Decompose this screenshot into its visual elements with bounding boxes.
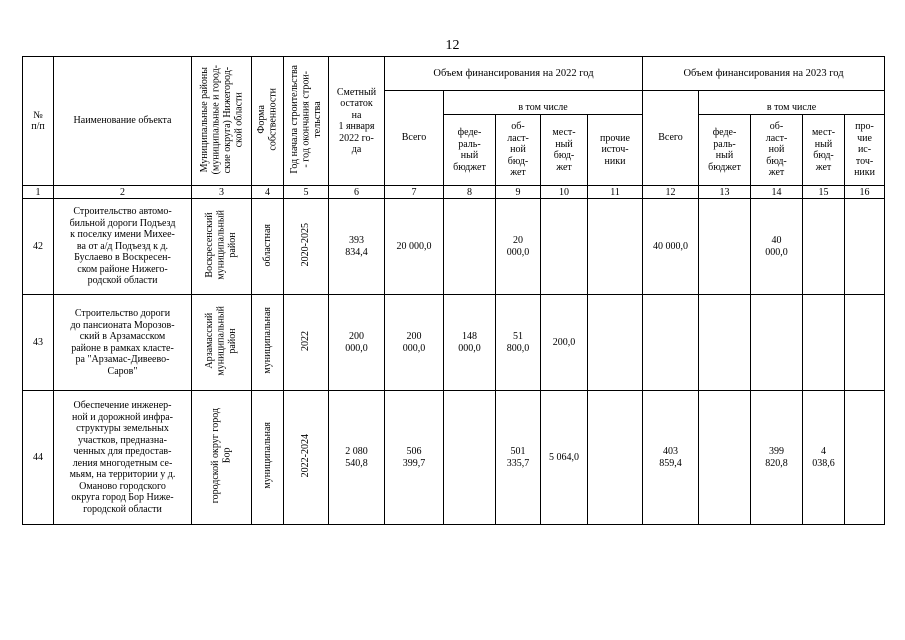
column-number: 12: [643, 186, 699, 199]
row-balance: 2 080 540,8: [329, 391, 385, 525]
header-2023-regional: об- ласт- ной бюд- жет: [751, 115, 803, 186]
header-ownership: Форма собственности: [252, 57, 284, 186]
row-2022-other: [588, 199, 643, 295]
column-number: 8: [444, 186, 496, 199]
header-2022-regional: об- ласт- ной бюд- жет: [496, 115, 541, 186]
column-number: 13: [699, 186, 751, 199]
row-2022-regional: 20 000,0: [496, 199, 541, 295]
column-number: 15: [803, 186, 845, 199]
row-2022-federal: [444, 391, 496, 525]
row-2023-federal: [699, 295, 751, 391]
header-2023-local: мест- ный бюд- жет: [803, 115, 845, 186]
column-numbers-row: [23, 186, 885, 199]
column-number: 7: [385, 186, 444, 199]
header-2022-other: прочие источ- ники: [588, 115, 643, 186]
row-2022-regional: 501 335,7: [496, 391, 541, 525]
header-2023-other: про- чие ис- точ- ники: [845, 115, 885, 186]
row-district: Воскресенский муниципальный район: [192, 199, 252, 295]
row-2022-local: [541, 199, 588, 295]
header-years: Год начала строительства - год окончания строи- тельства: [284, 57, 329, 186]
row-district: Арзамасский муниципальный район: [192, 295, 252, 391]
header-district: Муниципальные районы (муниципальные и город- ские округа) Нижегород- ской области: [192, 57, 252, 186]
row-ownership: муниципальная: [252, 391, 284, 525]
row-2023-other: [845, 199, 885, 295]
header-2022-local: мест- ный бюд- жет: [541, 115, 588, 186]
table-row: [23, 391, 885, 525]
row-2023-total: 40 000,0: [643, 199, 699, 295]
column-number: 9: [496, 186, 541, 199]
row-2023-regional: [751, 295, 803, 391]
header-2022-including: в том числе: [444, 91, 643, 115]
row-2023-total: [643, 295, 699, 391]
header-num: № п/п: [23, 57, 54, 186]
row-ownership: областная: [252, 199, 284, 295]
row-2023-federal: [699, 199, 751, 295]
row-name: Строительство автомо- бильной дороги Подъезд к поселку имени Михее- ва от а/д Подъезд к д. Буслаево в Воскресен- ском районе Нижего- родской области: [54, 199, 192, 295]
row-2023-regional: 40 000,0: [751, 199, 803, 295]
table-row: [23, 295, 885, 391]
column-number: 6: [329, 186, 385, 199]
page-number: 12: [445, 38, 460, 53]
table-row: [23, 199, 885, 295]
row-years: 2022-2024: [284, 391, 329, 525]
column-number: 2: [54, 186, 192, 199]
row-balance: 393 834,4: [329, 199, 385, 295]
column-number: 10: [541, 186, 588, 199]
row-name: Обеспечение инженер- ной и дорожной инфра- структуры земельных участков, предназна- ченных для предостав- ления многодетным се- мьям, на территории у д. Оманово городского округа город Бор Ниже- городской области: [54, 391, 192, 525]
row-2022-local: 5 064,0: [541, 391, 588, 525]
row-2023-local: [803, 295, 845, 391]
row-2023-local: [803, 199, 845, 295]
row-2023-total: 403 859,4: [643, 391, 699, 525]
row-num: 43: [23, 295, 54, 391]
header-2023-federal: феде- раль- ный бюджет: [699, 115, 751, 186]
column-number: 5: [284, 186, 329, 199]
row-2023-local: 4 038,6: [803, 391, 845, 525]
column-number: 4: [252, 186, 284, 199]
header-financing-2023: Объем финансирования на 2023 год: [643, 57, 885, 91]
row-balance: 200 000,0: [329, 295, 385, 391]
row-2022-total: 20 000,0: [385, 199, 444, 295]
row-2023-federal: [699, 391, 751, 525]
header-2022-total: Всего: [385, 91, 444, 186]
row-name: Строительство дороги до пансионата Морозов- ский в Арзамасском районе в рамках класте- ра "Арзамас-Дивеево- Саров": [54, 295, 192, 391]
row-2022-federal: [444, 199, 496, 295]
row-num: 42: [23, 199, 54, 295]
header-2023-total: Всего: [643, 91, 699, 186]
column-number: 14: [751, 186, 803, 199]
header-2023-including: в том числе: [699, 91, 885, 115]
row-2023-other: [845, 295, 885, 391]
header-row-1: [23, 57, 885, 91]
column-number: 3: [192, 186, 252, 199]
row-years: 2020-2025: [284, 199, 329, 295]
column-number: 11: [588, 186, 643, 199]
row-2022-regional: 51 800,0: [496, 295, 541, 391]
header-financing-2022: Объем финансирования на 2022 год: [385, 57, 643, 91]
row-2022-total: 506 399,7: [385, 391, 444, 525]
row-years: 2022: [284, 295, 329, 391]
header-name: Наименование объекта: [54, 57, 192, 186]
row-2023-other: [845, 391, 885, 525]
financing-table: [22, 56, 885, 525]
column-number: 16: [845, 186, 885, 199]
column-number: 1: [23, 186, 54, 199]
row-2023-regional: 399 820,8: [751, 391, 803, 525]
header-2022-federal: феде- раль- ный бюджет: [444, 115, 496, 186]
header-balance: Сметный остаток на 1 января 2022 го- да: [329, 57, 385, 186]
row-2022-other: [588, 391, 643, 525]
row-2022-other: [588, 295, 643, 391]
row-num: 44: [23, 391, 54, 525]
row-ownership: муниципальная: [252, 295, 284, 391]
row-2022-federal: 148 000,0: [444, 295, 496, 391]
row-2022-total: 200 000,0: [385, 295, 444, 391]
row-district: городской округ город Бор: [192, 391, 252, 525]
row-2022-local: 200,0: [541, 295, 588, 391]
